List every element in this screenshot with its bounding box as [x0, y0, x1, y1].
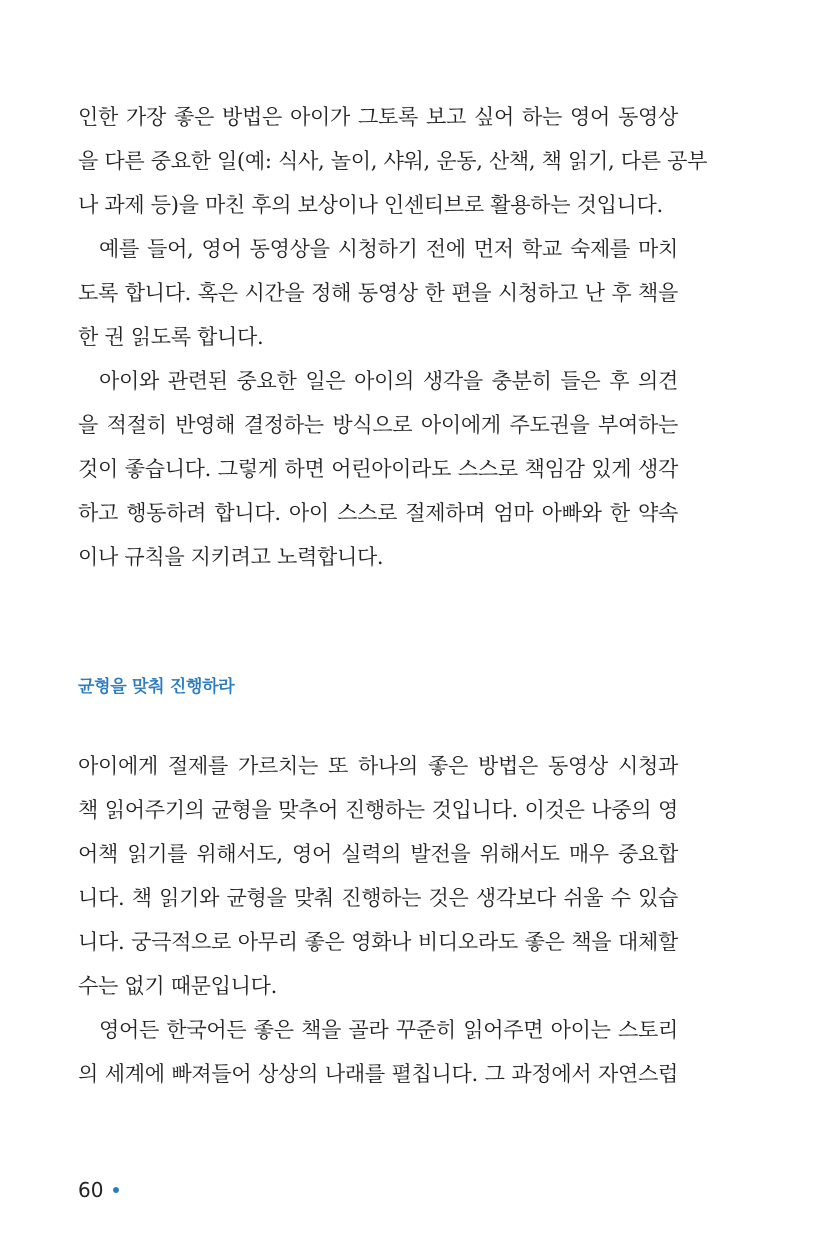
section-heading: 균형을 맞춰 진행하라: [78, 677, 235, 697]
text-line: 니다. 책 읽기와 균형을 맞춰 진행하는 것은 생각보다 쉬울 수 있습: [78, 886, 678, 910]
text-line: 아이에게 절제를 가르치는 또 하나의 좋은 방법은 동영상 시청과: [78, 754, 678, 778]
text-line: 영어든 한국어든 좋은 책을 골라 꾸준히 읽어주면 아이는 스토리: [99, 1018, 678, 1042]
body-text-bottom: [78, 744, 678, 1096]
text-line: 도록 합니다. 혹은 시간을 정해 동영상 한 편을 시청하고 난 후 책을: [78, 281, 678, 305]
text-line: 인한 가장 좋은 방법은 아이가 그토록 보고 싶어 하는 영어 동영상: [78, 105, 678, 129]
text-line: 을 적절히 반영해 결정하는 방식으로 아이에게 주도권을 부여하는: [78, 413, 678, 437]
text-line: 어책 읽기를 위해서도, 영어 실력의 발전을 위해서도 매우 중요합: [78, 842, 678, 866]
page-footer: [78, 1178, 119, 1202]
text-line: 한 권 읽도록 합니다.: [78, 325, 264, 349]
text-line: 수는 없기 때문입니다.: [78, 974, 277, 998]
text-line: 을 다른 중요한 일(예: 식사, 놀이, 샤워, 운동, 산책, 책 읽기, 다른 공부: [78, 149, 708, 173]
text-line: 이나 규칙을 지키려고 노력합니다.: [78, 545, 384, 569]
text-line: 책 읽어주기의 균형을 맞추어 진행하는 것입니다. 이것은 나중의 영: [78, 798, 678, 822]
text-line: 아이와 관련된 중요한 일은 아이의 생각을 충분히 들은 후 의견: [99, 369, 678, 393]
text-line: 하고 행동하려 합니다. 아이 스스로 절제하며 엄마 아빠와 한 약속: [78, 501, 678, 525]
body-text-top: [78, 95, 708, 579]
text-line: 것이 좋습니다. 그렇게 하면 어린아이라도 스스로 책임감 있게 생각: [78, 457, 678, 481]
page-number: 60: [78, 1178, 104, 1202]
text-line: 의 세계에 빠져들어 상상의 나래를 펼칩니다. 그 과정에서 자연스럽: [78, 1062, 678, 1086]
bullet-dot-icon: [113, 1187, 119, 1193]
text-line: 니다. 궁극적으로 아무리 좋은 영화나 비디오라도 좋은 책을 대체할: [78, 930, 678, 954]
text-line: 예를 들어, 영어 동영상을 시청하기 전에 먼저 학교 숙제를 마치: [99, 237, 678, 261]
text-line: 나 과제 등)을 마친 후의 보상이나 인센티브로 활용하는 것입니다.: [78, 193, 663, 217]
